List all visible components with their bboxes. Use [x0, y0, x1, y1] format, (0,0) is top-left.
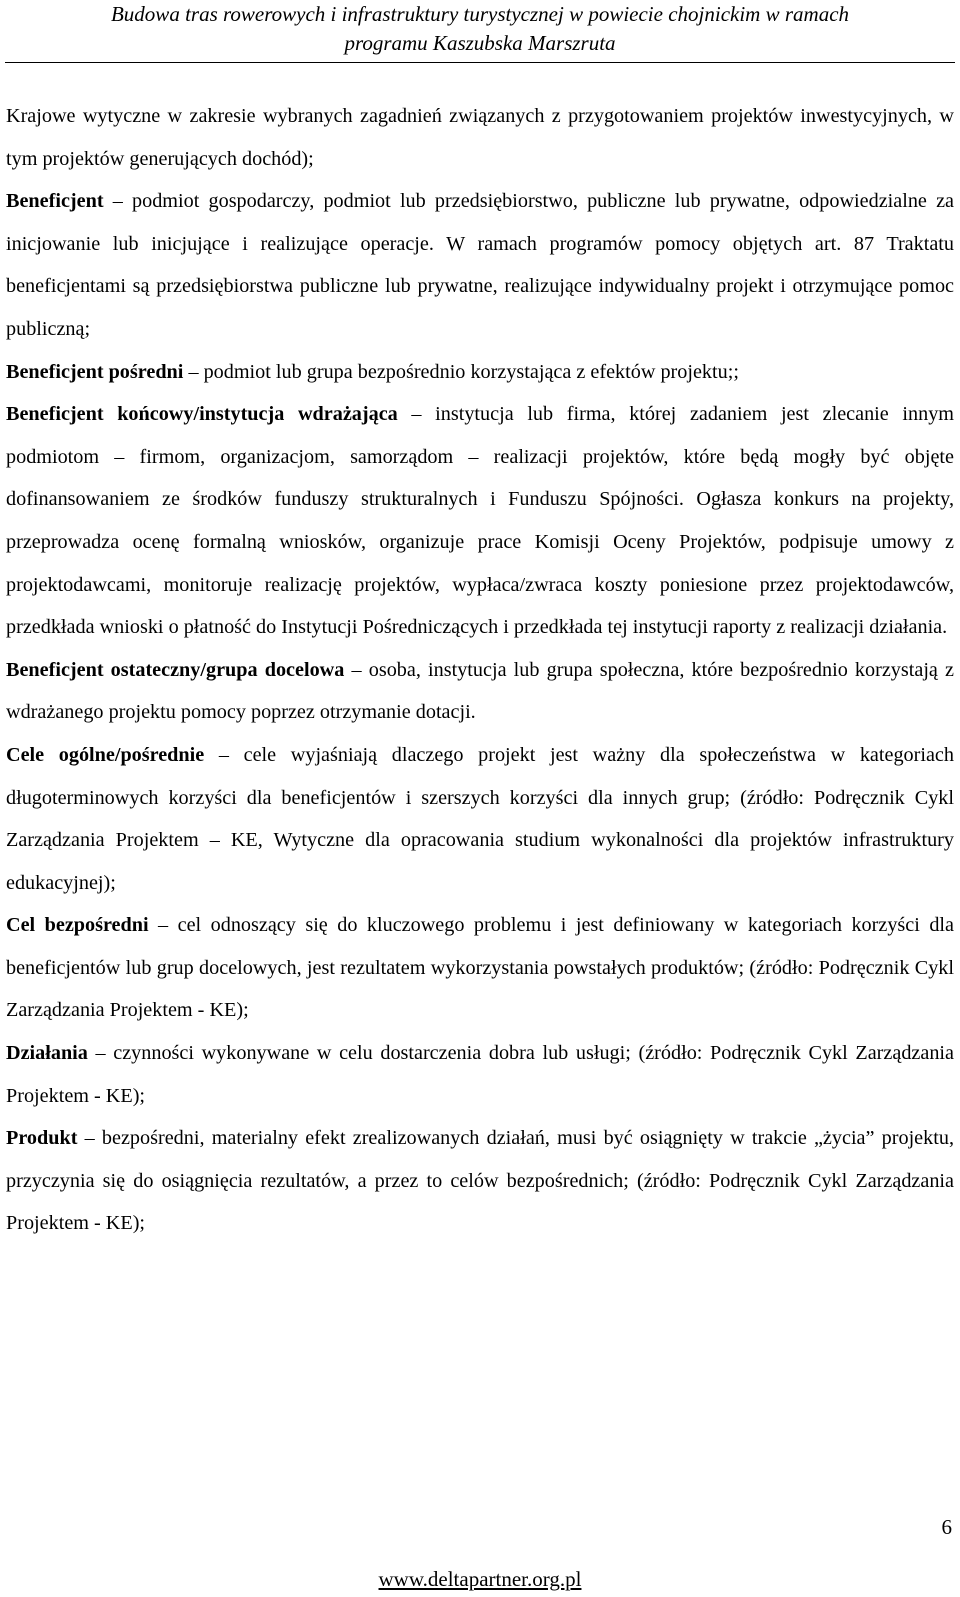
definition-term: Beneficjent [6, 190, 104, 213]
page-number: 6 [941, 1515, 952, 1539]
header-line-2: programu Kaszubska Marszruta [344, 31, 616, 55]
definition-text: – cel odnoszący się do kluczowego problemu i jest definiowany w kategoriach korzyści dla beneficjentów lub grup docelowych, jest rezultatem wykorzystania powstałych produktów; (źródło: Podręcznik Cykl Zarządzania Projektem - KE); [6, 914, 954, 1022]
definition-text: – cele wyjaśniają dlaczego projekt jest ważny dla społeczeństwa w kategoriach długoterminowych korzyści dla beneficjentów i szerszych korzyści dla innych grup; (źródło: Podręcznik Cykl Zarządzania Projektem – KE, Wytyczne dla opracowania studium wykonalności dla projektów infrastruktury edukacyjnej); [6, 743, 954, 894]
definition-text: – podmiot gospodarczy, podmiot lub przedsiębiorstwo, publiczne lub prywatne, odpowiedzialne za inicjowanie lub inicjujące i realizujące operacje. W ramach programów pomocy objętych art. 87 Traktatu beneficjentami są przedsiębiorstwa publiczne lub prywatne, realizujące indywidualny projekt i otrzymujące pomoc publiczną; [6, 190, 954, 340]
definition-term: Beneficjent ostateczny/grupa docelowa [6, 658, 345, 681]
definition-dzialania [6, 1032, 954, 1117]
running-header [0, 0, 960, 58]
definition-text: – osoba, instytucja lub grupa społeczna, które bezpośrednio korzystają z wdrażanego projektu pomocy poprzez otrzymanie dotacji. [6, 658, 954, 724]
definition-beneficjent-ostateczny [6, 649, 954, 734]
definition-beneficjent-koncowy [6, 393, 954, 649]
definition-text: – podmiot lub grupa bezpośrednio korzystająca z efektów projektu;; [183, 360, 739, 383]
document-body [6, 95, 954, 1245]
definition-term: Produkt [6, 1127, 78, 1150]
definition-text: – bezpośredni, materialny efekt zrealizowanych działań, musi być osiągnięty w trakcie „życia” projektu, przyczynia się do osiągnięcia rezultatów, a przez to celów bezpośrednich; (źródło: Podręcznik Cykl Zarządzania Projektem - KE); [6, 1127, 954, 1235]
definition-beneficjent-posredni [6, 351, 954, 394]
header-line-1: Budowa tras rowerowych i infrastruktury turystycznej w powiecie chojnickim w ramach [110, 2, 850, 26]
definition-term: Działania [6, 1042, 88, 1065]
definition-produkt [6, 1117, 954, 1245]
definition-term: Cele ogólne/pośrednie [6, 743, 205, 766]
definition-cel-bezposredni [6, 904, 954, 1032]
footer-website-link[interactable]: www.deltapartner.org.pl [378, 1567, 582, 1591]
definition-text: Krajowe wytyczne w zakresie wybranych zagadnień związanych z przygotowaniem projektów inwestycyjnych, w tym projektów generujących dochód); [6, 105, 954, 170]
header-divider [5, 62, 955, 63]
paragraph-intro [6, 95, 954, 180]
definition-cele-ogolne [6, 734, 954, 904]
definition-term: Beneficjent końcowy/instytucja wdrażająca [6, 403, 398, 426]
definition-text: – czynności wykonywane w celu dostarczenia dobra lub usługi; (źródło: Podręcznik Cykl Zarządzania Projektem - KE); [6, 1042, 954, 1107]
definition-beneficjent [6, 180, 954, 350]
definition-term: Beneficjent pośredni [6, 360, 184, 383]
definition-term: Cel bezpośredni [6, 914, 149, 937]
definition-text: – instytucja lub firma, której zadaniem jest zlecanie innym podmiotom – firmom, organizacjom, samorządom – realizacji projektów, które będą mogły być objęte dofinansowaniem ze środków funduszy strukturalnych i Funduszu Spójności. Ogłasza konkurs na projekty, przeprowadza ocenę formalną wniosków, organizuje prace Komisji Oceny Projektów, podpisuje umowy z projektodawcami, monitoruje realizację projektów, wypłaca/zwraca koszty poniesione przez projektodawców, przedkłada wnioski o płatność do Instytucji Pośredniczących i przedkłada tej instytucji raporty z realizacji działania. [6, 403, 954, 639]
